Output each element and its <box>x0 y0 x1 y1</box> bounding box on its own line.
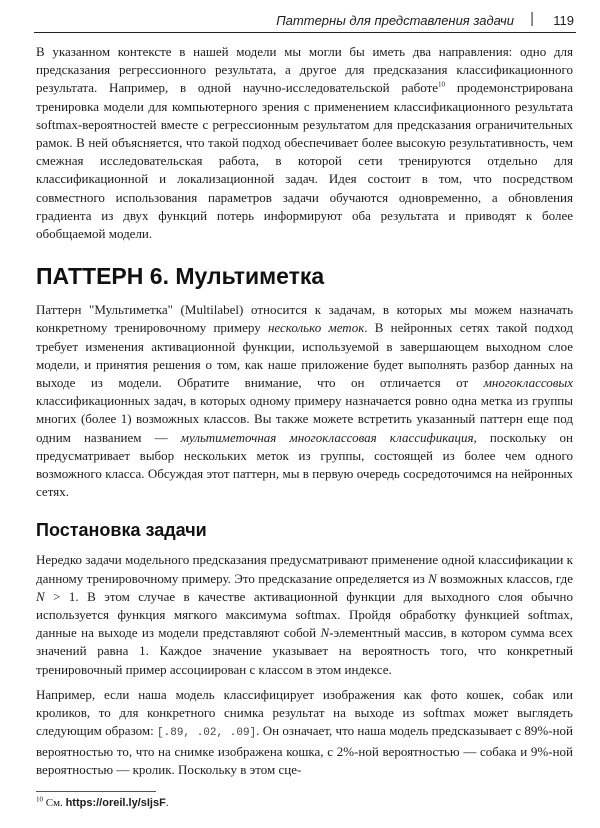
problem-paragraph-1: Нередко задачи модельного предсказания предусматривают применение одной классификации к данному тренировочному примеру. Это предсказание определяется из N возможных классов, где N > 1. В этом случае в качестве активационной функции для выходного слоя обычно используется функция мягкого максимума softmax. Пройдя обработку функцией softmax, данные на выходе из модели представляют собой N-элементный массив, в котором сумма всех значений равна 1. Каждое значение указывает на вероятность того, что конкретный тренировочный пример ассоциирован с классом в этом индексе. <box>36 552 574 677</box>
running-header <box>0 10 600 32</box>
problem-heading: Постановка задачи <box>36 520 207 541</box>
softmax-output-example: [.89, .02, .09] <box>157 727 257 740</box>
intro-paragraph: В указанном контексте в нашей модели мы могли бы иметь два направления: одно для предсказания регрессионного результата, а другое для предсказания классификационного результата. Например, в одной научно-исследовательской работе$^{10}$ продемонстрирована тренировка модели для компьютерного зрения с применением классификационного результата softmax-вероятностей вместе с регрессионным результатом для предсказания ограничительных рамок. В ней объясняется, что такой подход обеспечивает более высокую результативность, чем смежная исследовательская работа, в которой сети тренируются отдельно для классификационной и локализационной задач. Идея состоит в том, что посредством совместного использования параметров задачи обучаются одновременно, а обновления градиента из двух функций потерь информируют оба результата и приводят к более обобщаемой модели. <box>36 44 573 242</box>
footnote: $^{10}$ См. https://oreil.ly/sIjsF. <box>36 795 169 809</box>
footnote-rule <box>36 791 156 792</box>
problem-paragraph-2: Например, если наша модель классифицирует изображения как фото кошек, собак или кроликов, то для конкретного снимка результат на выходе из softmax может выглядеть следующим образом: [.89, .02, .09]. Он означает, что наша модель предсказывает с 89%-ной вероятностью то, что на снимке изображена кошка, с 2%-ной вероятностью — собака и 9%-ной вероятностью — кролик. Поскольку в этом сце- <box>36 686 573 777</box>
footnote-link[interactable]: https://oreil.ly/sIjsF <box>65 797 166 809</box>
pattern-paragraph: Паттерн "Мультиметка" (Multilabel) относится к задачам, в которых мы можем назначать конкретному тренировочному примеру несколько меток. В нейронных сетях такой подход требует изменения активационной функции, используемой в завершающем выходном слое модели, и принятия решения о том, как наше приложение будет выполнять разбор данных на выходе из модели. Обратите внимание, что он отличается от многоклассовых классификационных задач, в которых одному примеру назначается ровно одна метка из группы многих (более 1) возможных классов. Вы также можете встретить указанный паттерн еще под одним названием — мультиметочная многоклассовая классификация, поскольку он предусматривает выбор нескольких меток из группы, состоящей из более чем одного возможного класса. Обсуждая этот паттерн, мы в первую очередь сосредоточимся на нейронных сетях. <box>36 302 573 500</box>
running-title: Паттерны для представления задачи <box>276 13 514 28</box>
page-number: 119 <box>553 13 574 28</box>
pattern-heading: ПАТТЕРН 6. Мультиметка <box>36 263 325 290</box>
footnote-ref[interactable]: 10 <box>438 81 446 90</box>
header-rule <box>34 32 576 33</box>
page-body <box>36 43 573 786</box>
header-separator: | <box>530 10 534 27</box>
footnote-number: 10 <box>36 795 43 804</box>
